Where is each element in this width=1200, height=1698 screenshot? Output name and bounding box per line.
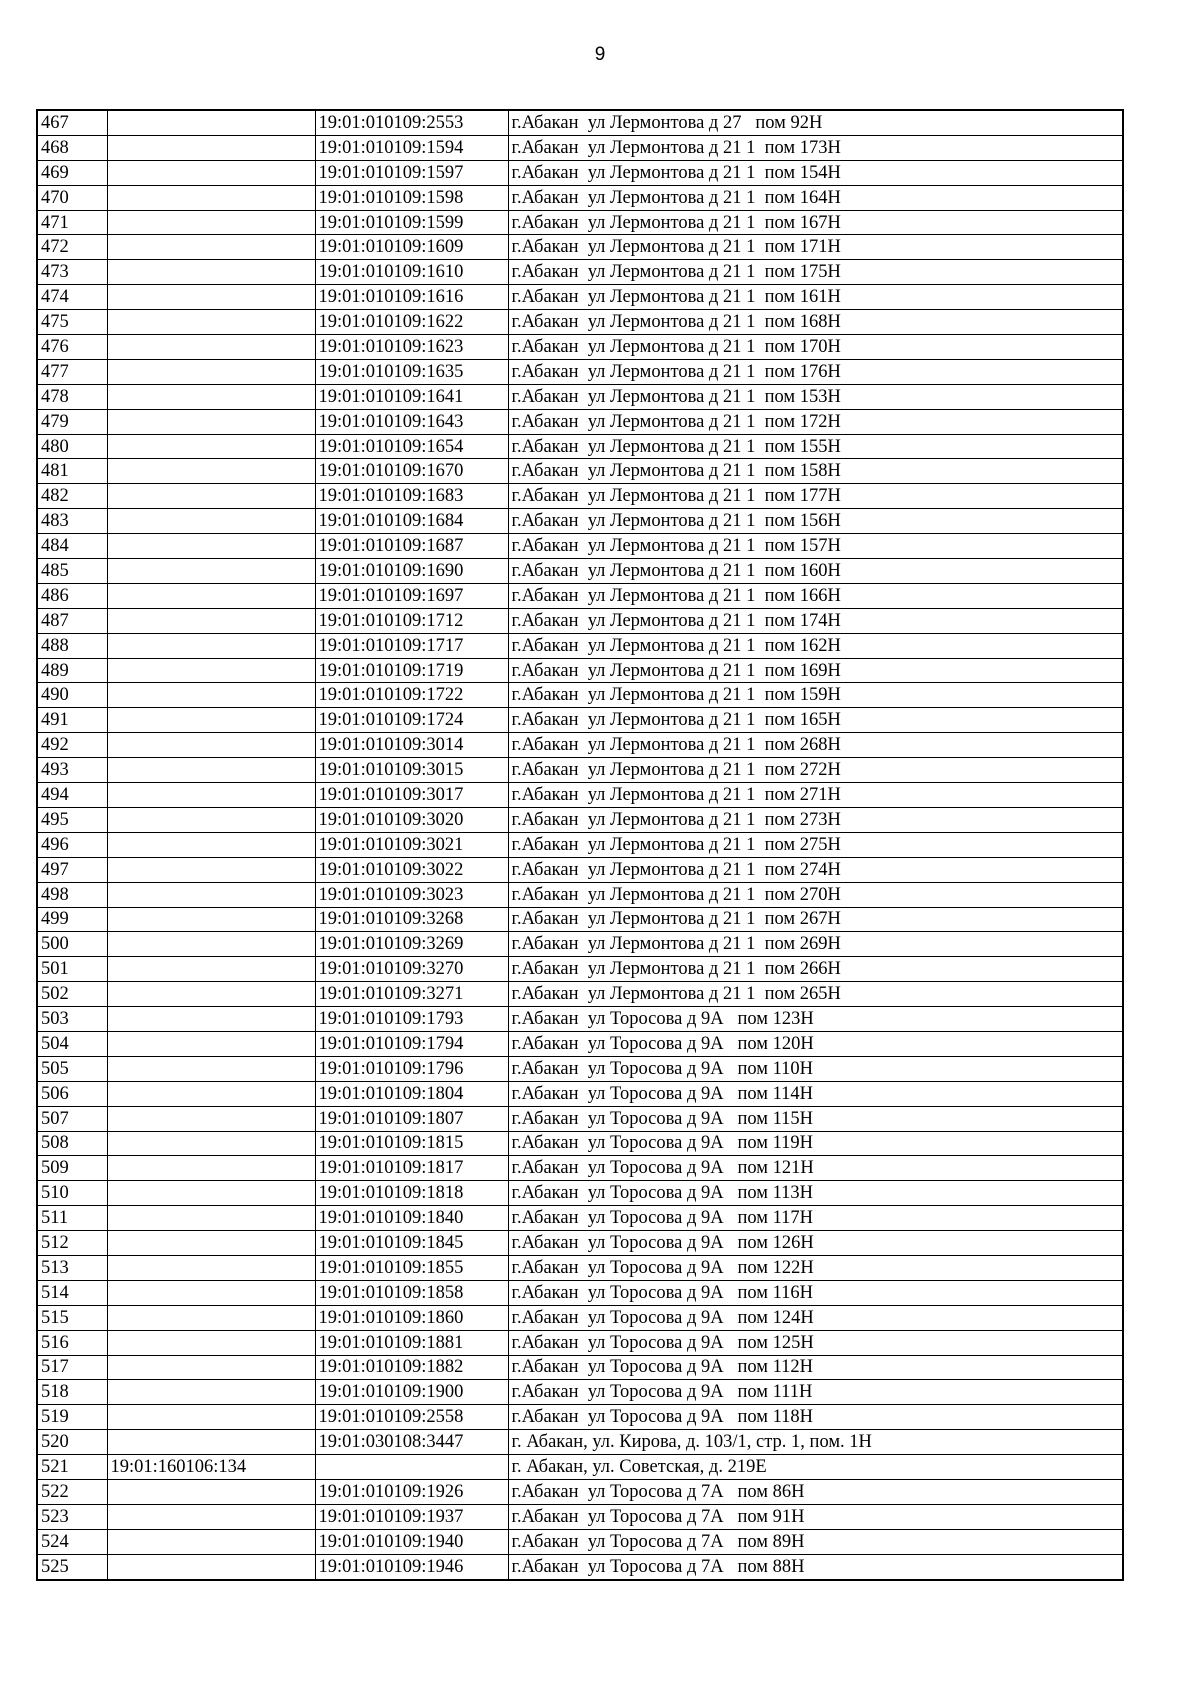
- row-number-cell: 514: [37, 1280, 107, 1305]
- row-number-cell: 478: [37, 384, 107, 409]
- table-row: [37, 1156, 1123, 1181]
- address-cell: г.Абакан ул Торосова д 9А пом 115Н: [508, 1106, 1123, 1131]
- cadastral-number-building-cell: [107, 509, 315, 534]
- cadastral-number-premises-cell: 19:01:010109:1609: [315, 235, 508, 260]
- cadastral-number-premises-cell: 19:01:010109:1622: [315, 310, 508, 335]
- address-cell: г.Абакан ул Лермонтова д 21 1 пом 171Н: [508, 235, 1123, 260]
- address-cell: г.Абакан ул Торосова д 9А пом 113Н: [508, 1181, 1123, 1206]
- cadastral-number-building-cell: [107, 1280, 315, 1305]
- cadastral-number-building-cell: [107, 235, 315, 260]
- cadastral-number-building-cell: [107, 135, 315, 160]
- address-cell: г.Абакан ул Лермонтова д 21 1 пом 159Н: [508, 683, 1123, 708]
- row-number-cell: 484: [37, 534, 107, 559]
- cadastral-number-building-cell: [107, 1031, 315, 1056]
- address-cell: г.Абакан ул Лермонтова д 21 1 пом 173Н: [508, 135, 1123, 160]
- address-cell: г.Абакан ул Торосова д 9А пом 114Н: [508, 1081, 1123, 1106]
- table-row: [37, 1380, 1123, 1405]
- row-number-cell: 513: [37, 1255, 107, 1280]
- address-cell: г.Абакан ул Торосова д 9А пом 119Н: [508, 1131, 1123, 1156]
- table-row: [37, 1280, 1123, 1305]
- cadastral-number-building-cell: [107, 932, 315, 957]
- row-number-cell: 496: [37, 832, 107, 857]
- row-number-cell: 504: [37, 1031, 107, 1056]
- address-cell: г.Абакан ул Торосова д 9А пом 112Н: [508, 1355, 1123, 1380]
- cadastral-number-premises-cell: 19:01:010109:1940: [315, 1529, 508, 1554]
- table-row: [37, 1255, 1123, 1280]
- cadastral-number-premises-cell: 19:01:010109:1882: [315, 1355, 508, 1380]
- table-row: [37, 459, 1123, 484]
- cadastral-number-premises-cell: 19:01:010109:1793: [315, 1007, 508, 1032]
- table-row: [37, 882, 1123, 907]
- row-number-cell: 487: [37, 608, 107, 633]
- address-cell: г.Абакан ул Лермонтова д 21 1 пом 168Н: [508, 310, 1123, 335]
- address-cell: г.Абакан ул Торосова д 7А пом 89Н: [508, 1529, 1123, 1554]
- address-cell: г.Абакан ул Торосова д 9А пом 126Н: [508, 1231, 1123, 1256]
- cadastral-number-building-cell: [107, 185, 315, 210]
- table-row: [37, 359, 1123, 384]
- table-row: [37, 1554, 1123, 1579]
- cadastral-number-premises-cell: 19:01:010109:1598: [315, 185, 508, 210]
- table-row: [37, 110, 1123, 135]
- table-row: [37, 559, 1123, 584]
- cadastral-number-premises-cell: 19:01:010109:1641: [315, 384, 508, 409]
- row-number-cell: 491: [37, 708, 107, 733]
- row-number-cell: 517: [37, 1355, 107, 1380]
- cadastral-number-building-cell: [107, 1156, 315, 1181]
- table-row: [37, 1455, 1123, 1480]
- cadastral-number-premises-cell: 19:01:010109:1635: [315, 359, 508, 384]
- cadastral-number-building-cell: [107, 957, 315, 982]
- cadastral-number-premises-cell: 19:01:010109:3014: [315, 733, 508, 758]
- table-row: [37, 982, 1123, 1007]
- cadastral-number-building-cell: [107, 1206, 315, 1231]
- cadastral-number-premises-cell: 19:01:010109:1946: [315, 1554, 508, 1579]
- table-row: [37, 1031, 1123, 1056]
- cadastral-number-building-cell: [107, 633, 315, 658]
- cadastral-number-premises-cell: 19:01:010109:1623: [315, 335, 508, 360]
- cadastral-number-building-cell: [107, 1305, 315, 1330]
- row-number-cell: 519: [37, 1405, 107, 1430]
- table-row: [37, 708, 1123, 733]
- cadastral-number-building-cell: 19:01:160106:134: [107, 1455, 315, 1480]
- row-number-cell: 494: [37, 783, 107, 808]
- row-number-cell: 522: [37, 1479, 107, 1504]
- cadastral-number-premises-cell: 19:01:010109:1794: [315, 1031, 508, 1056]
- cadastral-number-building-cell: [107, 110, 315, 135]
- cadastral-number-premises-cell: 19:01:010109:1818: [315, 1181, 508, 1206]
- cadastral-number-building-cell: [107, 857, 315, 882]
- address-cell: г.Абакан ул Лермонтова д 21 1 пом 266Н: [508, 957, 1123, 982]
- row-number-cell: 470: [37, 185, 107, 210]
- row-number-cell: 482: [37, 484, 107, 509]
- property-registry-table: [36, 109, 1124, 1581]
- row-number-cell: 492: [37, 733, 107, 758]
- table-row: [37, 733, 1123, 758]
- cadastral-number-premises-cell: 19:01:010109:1722: [315, 683, 508, 708]
- cadastral-number-building-cell: [107, 1405, 315, 1430]
- cadastral-number-premises-cell: 19:01:010109:1719: [315, 658, 508, 683]
- row-number-cell: 506: [37, 1081, 107, 1106]
- cadastral-number-premises-cell: 19:01:010109:1712: [315, 608, 508, 633]
- row-number-cell: 524: [37, 1529, 107, 1554]
- cadastral-number-building-cell: [107, 1355, 315, 1380]
- row-number-cell: 468: [37, 135, 107, 160]
- cadastral-number-premises-cell: 19:01:010109:1643: [315, 409, 508, 434]
- cadastral-number-premises-cell: 19:01:010109:2558: [315, 1405, 508, 1430]
- table-row: [37, 1131, 1123, 1156]
- cadastral-number-building-cell: [107, 608, 315, 633]
- cadastral-number-building-cell: [107, 484, 315, 509]
- cadastral-number-building-cell: [107, 1554, 315, 1579]
- cadastral-number-premises-cell: 19:01:010109:3022: [315, 857, 508, 882]
- table-row: [37, 1355, 1123, 1380]
- table-row: [37, 758, 1123, 783]
- address-cell: г.Абакан ул Лермонтова д 21 1 пом 157Н: [508, 534, 1123, 559]
- cadastral-number-premises-cell: 19:01:010109:1683: [315, 484, 508, 509]
- address-cell: г.Абакан ул Лермонтова д 21 1 пом 267Н: [508, 907, 1123, 932]
- table-row: [37, 633, 1123, 658]
- cadastral-number-premises-cell: 19:01:010109:1900: [315, 1380, 508, 1405]
- cadastral-number-building-cell: [107, 1529, 315, 1554]
- table-row: [37, 783, 1123, 808]
- row-number-cell: 523: [37, 1504, 107, 1529]
- table-row: [37, 484, 1123, 509]
- table-row: [37, 135, 1123, 160]
- cadastral-number-premises-cell: 19:01:010109:3268: [315, 907, 508, 932]
- row-number-cell: 480: [37, 434, 107, 459]
- address-cell: г.Абакан ул Торосова д 7А пом 88Н: [508, 1554, 1123, 1579]
- table-row: [37, 185, 1123, 210]
- table-row: [37, 1081, 1123, 1106]
- row-number-cell: 509: [37, 1156, 107, 1181]
- cadastral-number-building-cell: [107, 210, 315, 235]
- cadastral-number-premises-cell: 19:01:010109:2553: [315, 110, 508, 135]
- cadastral-number-premises-cell: 19:01:010109:1817: [315, 1156, 508, 1181]
- cadastral-number-premises-cell: 19:01:010109:1594: [315, 135, 508, 160]
- cadastral-number-premises-cell: 19:01:010109:1804: [315, 1081, 508, 1106]
- address-cell: г.Абакан ул Лермонтова д 21 1 пом 268Н: [508, 733, 1123, 758]
- table-row: [37, 335, 1123, 360]
- row-number-cell: 507: [37, 1106, 107, 1131]
- cadastral-number-building-cell: [107, 1479, 315, 1504]
- cadastral-number-premises-cell: 19:01:010109:3020: [315, 807, 508, 832]
- table-row: [37, 310, 1123, 335]
- row-number-cell: 485: [37, 559, 107, 584]
- row-number-cell: 483: [37, 509, 107, 534]
- table-row: [37, 235, 1123, 260]
- cadastral-number-premises-cell: 19:01:010109:3017: [315, 783, 508, 808]
- cadastral-number-building-cell: [107, 807, 315, 832]
- row-number-cell: 472: [37, 235, 107, 260]
- row-number-cell: 510: [37, 1181, 107, 1206]
- row-number-cell: 500: [37, 932, 107, 957]
- page-number: 9: [594, 44, 606, 65]
- row-number-cell: 512: [37, 1231, 107, 1256]
- address-cell: г.Абакан ул Лермонтова д 21 1 пом 174Н: [508, 608, 1123, 633]
- row-number-cell: 503: [37, 1007, 107, 1032]
- cadastral-number-premises-cell: 19:01:010109:1690: [315, 559, 508, 584]
- address-cell: г.Абакан ул Лермонтова д 21 1 пом 265Н: [508, 982, 1123, 1007]
- address-cell: г.Абакан ул Лермонтова д 21 1 пом 162Н: [508, 633, 1123, 658]
- address-cell: г.Абакан ул Лермонтова д 21 1 пом 177Н: [508, 484, 1123, 509]
- address-cell: г.Абакан ул Торосова д 9А пом 125Н: [508, 1330, 1123, 1355]
- table-row: [37, 434, 1123, 459]
- table-row: [37, 1206, 1123, 1231]
- address-cell: г.Абакан ул Лермонтова д 21 1 пом 275Н: [508, 832, 1123, 857]
- address-cell: г.Абакан ул Лермонтова д 21 1 пом 269Н: [508, 932, 1123, 957]
- cadastral-number-premises-cell: 19:01:010109:3270: [315, 957, 508, 982]
- table-row: [37, 583, 1123, 608]
- table-row: [37, 1305, 1123, 1330]
- address-cell: г.Абакан ул Лермонтова д 27 пом 92Н: [508, 110, 1123, 135]
- row-number-cell: 486: [37, 583, 107, 608]
- table-row: [37, 857, 1123, 882]
- cadastral-number-premises-cell: 19:01:010109:1724: [315, 708, 508, 733]
- row-number-cell: 498: [37, 882, 107, 907]
- table-row: [37, 260, 1123, 285]
- address-cell: г.Абакан ул Лермонтова д 21 1 пом 270Н: [508, 882, 1123, 907]
- row-number-cell: 516: [37, 1330, 107, 1355]
- cadastral-number-building-cell: [107, 260, 315, 285]
- cadastral-number-premises-cell: 19:01:010109:1860: [315, 1305, 508, 1330]
- cadastral-number-premises-cell: 19:01:010109:1654: [315, 434, 508, 459]
- row-number-cell: 479: [37, 409, 107, 434]
- cadastral-number-building-cell: [107, 459, 315, 484]
- cadastral-number-premises-cell: 19:01:010109:3271: [315, 982, 508, 1007]
- address-cell: г.Абакан ул Лермонтова д 21 1 пом 154Н: [508, 160, 1123, 185]
- row-number-cell: 477: [37, 359, 107, 384]
- row-number-cell: 502: [37, 982, 107, 1007]
- table-row: [37, 1056, 1123, 1081]
- cadastral-number-building-cell: [107, 1430, 315, 1455]
- row-number-cell: 495: [37, 807, 107, 832]
- row-number-cell: 474: [37, 285, 107, 310]
- row-number-cell: 469: [37, 160, 107, 185]
- address-cell: г.Абакан ул Лермонтова д 21 1 пом 158Н: [508, 459, 1123, 484]
- cadastral-number-premises-cell: 19:01:010109:1697: [315, 583, 508, 608]
- cadastral-number-premises-cell: 19:01:010109:3021: [315, 832, 508, 857]
- cadastral-number-building-cell: [107, 285, 315, 310]
- table-row: [37, 285, 1123, 310]
- table-row: [37, 1330, 1123, 1355]
- table-row: [37, 509, 1123, 534]
- address-cell: г.Абакан ул Лермонтова д 21 1 пом 156Н: [508, 509, 1123, 534]
- cadastral-number-premises-cell: 19:01:010109:3015: [315, 758, 508, 783]
- row-number-cell: 473: [37, 260, 107, 285]
- address-cell: г.Абакан ул Лермонтова д 21 1 пом 153Н: [508, 384, 1123, 409]
- cadastral-number-premises-cell: 19:01:010109:1796: [315, 1056, 508, 1081]
- row-number-cell: 525: [37, 1554, 107, 1579]
- address-cell: г.Абакан ул Торосова д 9А пом 116Н: [508, 1280, 1123, 1305]
- address-cell: г.Абакан ул Лермонтова д 21 1 пом 273Н: [508, 807, 1123, 832]
- cadastral-number-premises-cell: 19:01:010109:1858: [315, 1280, 508, 1305]
- table-row: [37, 957, 1123, 982]
- address-cell: г.Абакан ул Торосова д 9А пом 120Н: [508, 1031, 1123, 1056]
- row-number-cell: 508: [37, 1131, 107, 1156]
- cadastral-number-building-cell: [107, 384, 315, 409]
- cadastral-number-premises-cell: 19:01:010109:1937: [315, 1504, 508, 1529]
- address-cell: г.Абакан ул Лермонтова д 21 1 пом 167Н: [508, 210, 1123, 235]
- cadastral-number-building-cell: [107, 359, 315, 384]
- table-row: [37, 807, 1123, 832]
- cadastral-number-premises-cell: 19:01:010109:3023: [315, 882, 508, 907]
- cadastral-number-premises-cell: 19:01:010109:1717: [315, 633, 508, 658]
- cadastral-number-building-cell: [107, 1181, 315, 1206]
- row-number-cell: 471: [37, 210, 107, 235]
- registry-table-body: [37, 110, 1123, 1580]
- cadastral-number-premises-cell: 19:01:010109:3269: [315, 932, 508, 957]
- cadastral-number-building-cell: [107, 534, 315, 559]
- cadastral-number-building-cell: [107, 409, 315, 434]
- row-number-cell: 511: [37, 1206, 107, 1231]
- address-cell: г.Абакан ул Торосова д 9А пом 123Н: [508, 1007, 1123, 1032]
- address-cell: г.Абакан ул Лермонтова д 21 1 пом 155Н: [508, 434, 1123, 459]
- row-number-cell: 520: [37, 1430, 107, 1455]
- cadastral-number-building-cell: [107, 733, 315, 758]
- row-number-cell: 499: [37, 907, 107, 932]
- cadastral-number-building-cell: [107, 783, 315, 808]
- cadastral-number-premises-cell: 19:01:010109:1926: [315, 1479, 508, 1504]
- address-cell: г.Абакан ул Торосова д 7А пом 86Н: [508, 1479, 1123, 1504]
- cadastral-number-building-cell: [107, 1330, 315, 1355]
- cadastral-number-building-cell: [107, 708, 315, 733]
- address-cell: г.Абакан ул Лермонтова д 21 1 пом 271Н: [508, 783, 1123, 808]
- table-row: [37, 210, 1123, 235]
- cadastral-number-premises-cell: 19:01:030108:3447: [315, 1430, 508, 1455]
- address-cell: г.Абакан ул Лермонтова д 21 1 пом 160Н: [508, 559, 1123, 584]
- cadastral-number-building-cell: [107, 982, 315, 1007]
- cadastral-number-building-cell: [107, 1255, 315, 1280]
- address-cell: г.Абакан ул Торосова д 7А пом 91Н: [508, 1504, 1123, 1529]
- table-row: [37, 1405, 1123, 1430]
- table-row: [37, 1529, 1123, 1554]
- table-row: [37, 608, 1123, 633]
- cadastral-number-premises-cell: [315, 1455, 508, 1480]
- address-cell: г.Абакан ул Торосова д 9А пом 111Н: [508, 1380, 1123, 1405]
- cadastral-number-building-cell: [107, 310, 315, 335]
- address-cell: г.Абакан ул Лермонтова д 21 1 пом 175Н: [508, 260, 1123, 285]
- table-row: [37, 534, 1123, 559]
- cadastral-number-building-cell: [107, 1380, 315, 1405]
- address-cell: г.Абакан ул Лермонтова д 21 1 пом 166Н: [508, 583, 1123, 608]
- row-number-cell: 518: [37, 1380, 107, 1405]
- cadastral-number-building-cell: [107, 1106, 315, 1131]
- row-number-cell: 476: [37, 335, 107, 360]
- cadastral-number-building-cell: [107, 1504, 315, 1529]
- cadastral-number-building-cell: [107, 1056, 315, 1081]
- table-row: [37, 160, 1123, 185]
- cadastral-number-building-cell: [107, 658, 315, 683]
- row-number-cell: 505: [37, 1056, 107, 1081]
- row-number-cell: 488: [37, 633, 107, 658]
- cadastral-number-building-cell: [107, 907, 315, 932]
- cadastral-number-building-cell: [107, 1007, 315, 1032]
- table-row: [37, 1181, 1123, 1206]
- cadastral-number-premises-cell: 19:01:010109:1597: [315, 160, 508, 185]
- row-number-cell: 489: [37, 658, 107, 683]
- table-row: [37, 1504, 1123, 1529]
- row-number-cell: 490: [37, 683, 107, 708]
- address-cell: г.Абакан ул Лермонтова д 21 1 пом 176Н: [508, 359, 1123, 384]
- address-cell: г. Абакан, ул. Советская, д. 219Е: [508, 1455, 1123, 1480]
- row-number-cell: 481: [37, 459, 107, 484]
- cadastral-number-building-cell: [107, 160, 315, 185]
- cadastral-number-premises-cell: 19:01:010109:1881: [315, 1330, 508, 1355]
- address-cell: г.Абакан ул Торосова д 9А пом 118Н: [508, 1405, 1123, 1430]
- cadastral-number-building-cell: [107, 583, 315, 608]
- cadastral-number-building-cell: [107, 882, 315, 907]
- cadastral-number-building-cell: [107, 832, 315, 857]
- address-cell: г.Абакан ул Лермонтова д 21 1 пом 164Н: [508, 185, 1123, 210]
- cadastral-number-premises-cell: 19:01:010109:1815: [315, 1131, 508, 1156]
- cadastral-number-premises-cell: 19:01:010109:1670: [315, 459, 508, 484]
- table-row: [37, 1106, 1123, 1131]
- address-cell: г.Абакан ул Лермонтова д 21 1 пом 170Н: [508, 335, 1123, 360]
- cadastral-number-building-cell: [107, 1081, 315, 1106]
- cadastral-number-premises-cell: 19:01:010109:1855: [315, 1255, 508, 1280]
- address-cell: г.Абакан ул Торосова д 9А пом 124Н: [508, 1305, 1123, 1330]
- address-cell: г.Абакан ул Торосова д 9А пом 110Н: [508, 1056, 1123, 1081]
- row-number-cell: 467: [37, 110, 107, 135]
- cadastral-number-building-cell: [107, 683, 315, 708]
- cadastral-number-premises-cell: 19:01:010109:1840: [315, 1206, 508, 1231]
- table-row: [37, 907, 1123, 932]
- table-row: [37, 384, 1123, 409]
- row-number-cell: 475: [37, 310, 107, 335]
- row-number-cell: 497: [37, 857, 107, 882]
- cadastral-number-building-cell: [107, 559, 315, 584]
- cadastral-number-premises-cell: 19:01:010109:1599: [315, 210, 508, 235]
- row-number-cell: 493: [37, 758, 107, 783]
- address-cell: г.Абакан ул Лермонтова д 21 1 пом 161Н: [508, 285, 1123, 310]
- address-cell: г.Абакан ул Лермонтова д 21 1 пом 165Н: [508, 708, 1123, 733]
- table-row: [37, 658, 1123, 683]
- address-cell: г.Абакан ул Торосова д 9А пом 122Н: [508, 1255, 1123, 1280]
- row-number-cell: 515: [37, 1305, 107, 1330]
- row-number-cell: 521: [37, 1455, 107, 1480]
- cadastral-number-premises-cell: 19:01:010109:1807: [315, 1106, 508, 1131]
- cadastral-number-premises-cell: 19:01:010109:1687: [315, 534, 508, 559]
- table-row: [37, 832, 1123, 857]
- table-row: [37, 1007, 1123, 1032]
- address-cell: г.Абакан ул Лермонтова д 21 1 пом 169Н: [508, 658, 1123, 683]
- cadastral-number-building-cell: [107, 434, 315, 459]
- cadastral-number-building-cell: [107, 335, 315, 360]
- table-row: [37, 1430, 1123, 1455]
- address-cell: г.Абакан ул Лермонтова д 21 1 пом 272Н: [508, 758, 1123, 783]
- address-cell: г.Абакан ул Лермонтова д 21 1 пом 274Н: [508, 857, 1123, 882]
- address-cell: г.Абакан ул Торосова д 9А пом 117Н: [508, 1206, 1123, 1231]
- table-row: [37, 409, 1123, 434]
- address-cell: г.Абакан ул Лермонтова д 21 1 пом 172Н: [508, 409, 1123, 434]
- table-row: [37, 932, 1123, 957]
- address-cell: г.Абакан ул Торосова д 9А пом 121Н: [508, 1156, 1123, 1181]
- cadastral-number-building-cell: [107, 1231, 315, 1256]
- cadastral-number-premises-cell: 19:01:010109:1616: [315, 285, 508, 310]
- table-row: [37, 1231, 1123, 1256]
- cadastral-number-premises-cell: 19:01:010109:1684: [315, 509, 508, 534]
- cadastral-number-premises-cell: 19:01:010109:1610: [315, 260, 508, 285]
- table-row: [37, 1479, 1123, 1504]
- cadastral-number-building-cell: [107, 758, 315, 783]
- table-row: [37, 683, 1123, 708]
- cadastral-number-premises-cell: 19:01:010109:1845: [315, 1231, 508, 1256]
- cadastral-number-building-cell: [107, 1131, 315, 1156]
- address-cell: г. Абакан, ул. Кирова, д. 103/1, стр. 1, пом. 1Н: [508, 1430, 1123, 1455]
- row-number-cell: 501: [37, 957, 107, 982]
